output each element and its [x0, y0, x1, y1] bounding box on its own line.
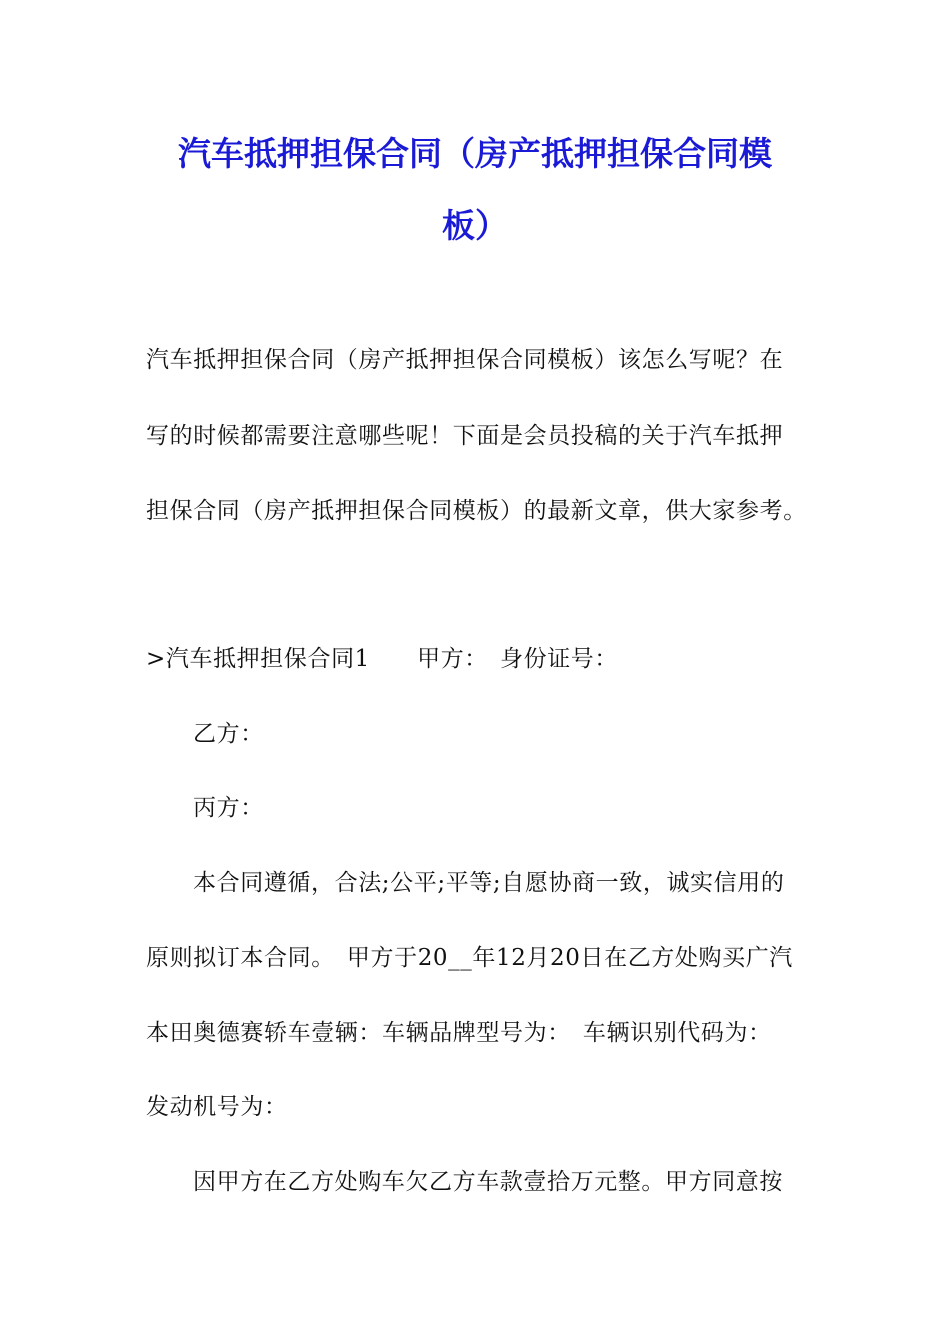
party-c-line: 丙方： [193, 795, 264, 821]
body-line-4: 发动机号为： [146, 1094, 288, 1120]
body-line-2: 原则拟订本合同。 甲方于20__年12月20日在乙方处购买广汽 [146, 945, 793, 971]
intro-line-2: 写的时候都需要注意哪些呢！下面是会员投稿的关于汽车抵押 [146, 423, 784, 449]
intro-line-1: 汽车抵押担保合同（房产抵押担保合同模板）该怎么写呢？在 [146, 347, 784, 373]
body-line-1: 本合同遵循，合法;公平;平等;自愿协商一致，诚实信用的 [193, 870, 785, 896]
party-b-line: 乙方： [193, 721, 264, 747]
document-title-line-1: 汽车抵押担保合同（房产抵押担保合同模 [178, 134, 772, 173]
contract-heading-line: >汽车抵押担保合同1 甲方： 身份证号： [146, 646, 619, 672]
body-line-3: 本田奥德赛轿车壹辆：车辆品牌型号为： 车辆识别代码为： [146, 1020, 772, 1046]
intro-line-3: 担保合同（房产抵押担保合同模板）的最新文章，供大家参考。 [146, 498, 807, 524]
document-title-line-2: 板） [442, 206, 508, 245]
body-line-5: 因甲方在乙方处购车欠乙方车款壹拾万元整。甲方同意按 [193, 1169, 783, 1195]
